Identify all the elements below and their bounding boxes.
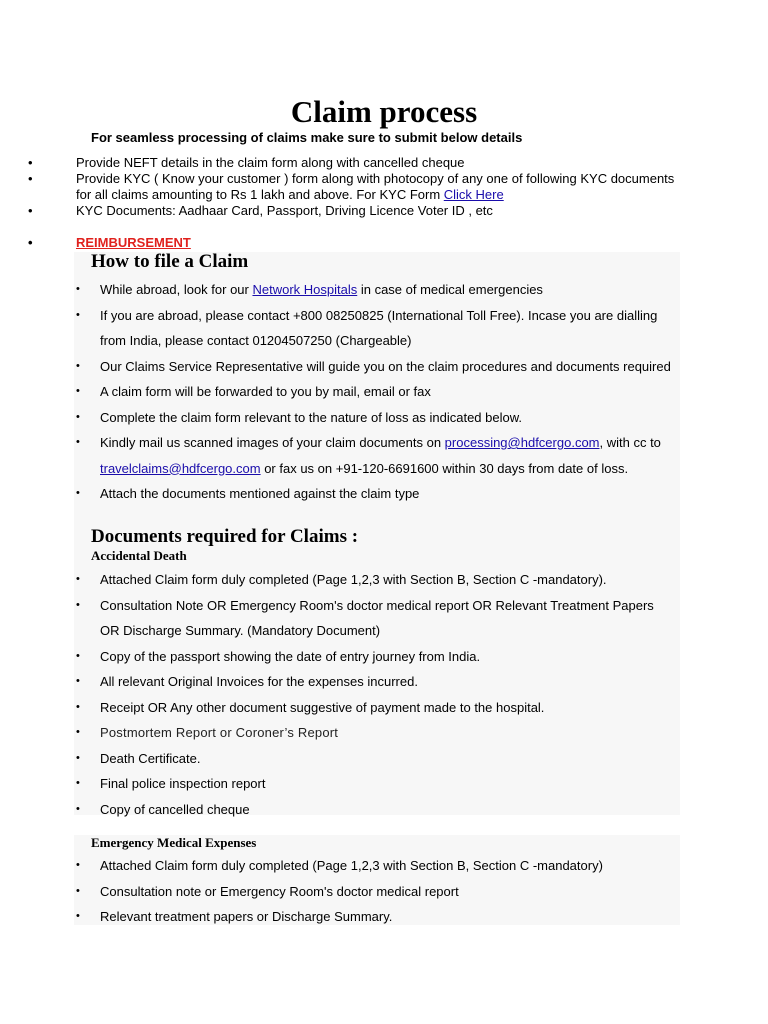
list-item: [74, 481, 674, 507]
item-text: Copy of cancelled cheque: [100, 801, 250, 817]
list-item: [74, 771, 674, 797]
intro-item-text: KYC Documents: Aadhaar Card, Passport, Driving Licence Voter ID , etc: [76, 203, 493, 218]
item-text: Copy of the passport showing the date of entry journey from India.: [100, 648, 481, 664]
emergency-medical-heading: Emergency Medical Expenses: [91, 835, 257, 850]
list-item: [74, 593, 674, 644]
item-text: or fax us on +91-120-6691600 within 30 days from date of loss.: [260, 460, 629, 476]
item-text: All relevant Original Invoices for the expenses incurred.: [100, 674, 418, 689]
travelclaims-email-link[interactable]: travelclaims@hdfcergo.com: [100, 460, 261, 476]
item-text: Complete the claim form relevant to the nature of loss as indicated below.: [100, 409, 522, 425]
processing-email-link[interactable]: processing@hdfcergo.com: [444, 435, 600, 450]
list-item: [74, 879, 674, 905]
list-item: [74, 303, 674, 354]
item-text: in case of medical emergencies: [357, 282, 543, 297]
intro-item-text: Provide KYC ( Know your customer ) form along with photocopy of any one of following KYC documents for all claims amounting to Rs 1 lakh and above. For KYC Form: [76, 171, 675, 202]
list-item: [74, 405, 674, 431]
emergency-medical-list: [74, 853, 674, 930]
accidental-death-heading: Accidental Death: [91, 548, 187, 563]
list-item: [74, 644, 674, 670]
item-text: Kindly mail us scanned images of your claim documents on: [100, 435, 445, 450]
intro-list: [0, 155, 680, 219]
how-to-file-list: [74, 277, 674, 507]
list-item: [74, 354, 674, 380]
item-text: Our Claims Service Representative will guide you on the claim procedures and documents required: [100, 358, 671, 374]
item-text: Consultation Note OR Emergency Room's doctor medical report OR Relevant Treatment Papers OR Discharge Summary. (Mandatory Document): [100, 597, 654, 638]
list-item: [74, 379, 674, 405]
item-text: A claim form will be forwarded to you by mail, email or fax: [100, 384, 431, 399]
documents-heading: Documents required for Claims :: [91, 526, 359, 547]
item-text: Final police inspection report: [100, 776, 266, 791]
list-item: [0, 171, 680, 203]
page-subtitle: For seamless processing of claims make sure to submit below details: [91, 130, 523, 145]
network-hospitals-link[interactable]: Network Hospitals: [252, 282, 358, 297]
item-text: Postmortem Report or Coroner’s Report: [100, 725, 339, 740]
item-text: Death Certificate.: [100, 750, 201, 766]
accidental-death-list: [74, 567, 674, 822]
item-text: , with cc to: [599, 435, 661, 450]
item-text: Attached Claim form duly completed (Page 1,2,3 with Section B, Section C -mandatory).: [100, 572, 607, 587]
how-to-file-heading: How to file a Claim: [91, 251, 249, 272]
list-item: [74, 797, 674, 823]
item-text: While abroad, look for our: [100, 282, 253, 297]
item-text: Receipt OR Any other document suggestive of payment made to the hospital.: [100, 699, 545, 715]
item-text: Attach the documents mentioned against the claim type: [100, 486, 420, 501]
item-text: Attached Claim form duly completed (Page 1,2,3 with Section B, Section C -mandatory): [100, 858, 603, 873]
list-item: [74, 720, 674, 746]
list-item: [74, 746, 674, 772]
list-item: [74, 277, 674, 303]
item-text: Consultation note or Emergency Room's doctor medical report: [100, 883, 459, 899]
item-text: Relevant treatment papers or Discharge Summary.: [100, 909, 393, 924]
kyc-click-here-link[interactable]: Click Here: [443, 187, 504, 202]
list-item: [74, 567, 674, 593]
list-item: [74, 695, 674, 721]
list-item: [0, 155, 680, 171]
list-item: [74, 669, 674, 695]
list-item: [0, 203, 680, 219]
list-item: [74, 853, 674, 879]
page-title: Claim process: [290, 94, 478, 129]
list-item: [74, 904, 674, 930]
intro-item-text: Provide NEFT details in the claim form along with cancelled cheque: [76, 155, 465, 170]
reimbursement-label: • REIMBURSEMENT: [0, 235, 680, 251]
item-text: If you are abroad, please contact +800 08250825 (International Toll Free). Incase you are dialling from India, please contact 01204507250 (Chargeable): [100, 307, 658, 348]
list-item: [74, 430, 674, 481]
